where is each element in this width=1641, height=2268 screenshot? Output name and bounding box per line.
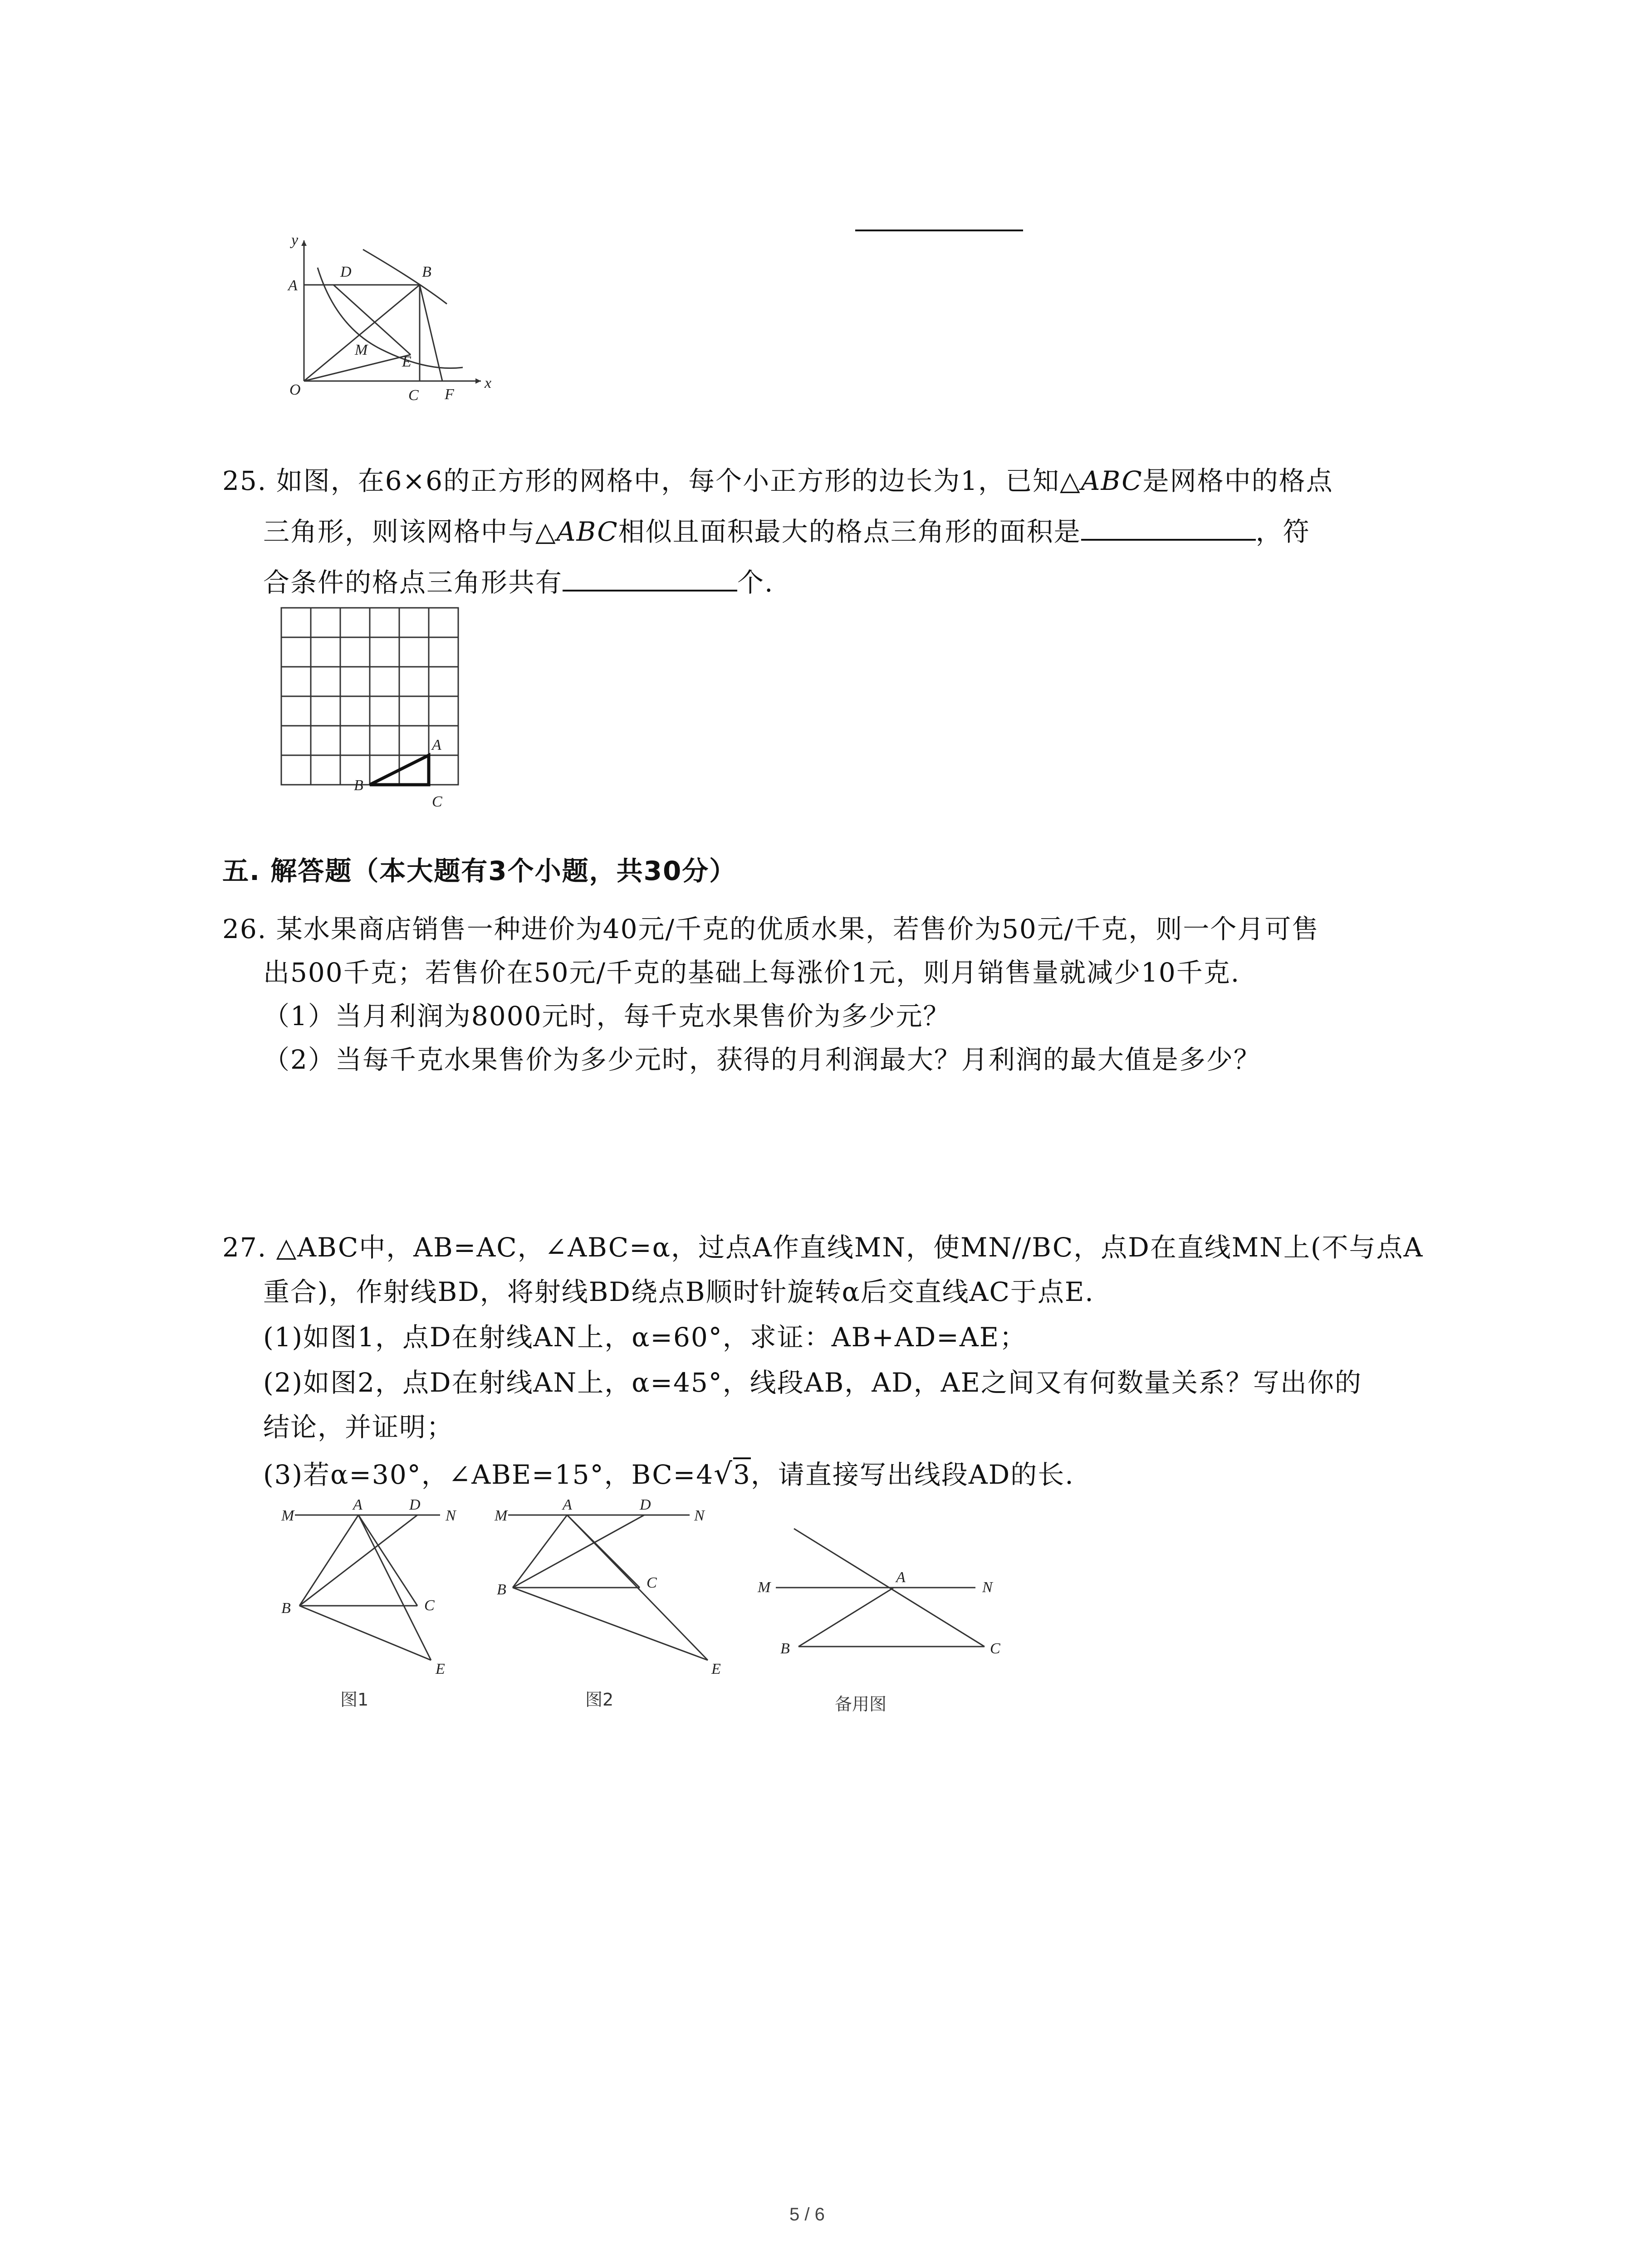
svg-text:C: C: [990, 1640, 1000, 1657]
svg-text:A: A: [563, 1497, 572, 1513]
figure1: [295, 1515, 440, 1660]
svg-text:C: C: [647, 1574, 657, 1591]
svg-text:A: A: [896, 1569, 906, 1586]
q27-line2: 重合)，作射线BD，将射线BD绕点B顺时针旋转α后交直线AC于点E.: [263, 1276, 1094, 1307]
q25-number: 25.: [222, 465, 267, 496]
label-F: F: [445, 386, 454, 403]
q27-line1: 27. △ABC中，AB=AC，∠ABC=α，过点A作直线MN，使MN//BC，点D在直线MN上(不与点A: [222, 1232, 1424, 1263]
svg-text:B: B: [497, 1581, 506, 1598]
svg-text:D: D: [640, 1497, 651, 1513]
fig1-caption: 图1: [340, 1690, 369, 1710]
q25-line2: 三角形，则该网格中与△ABC相似且面积最大的格点三角形的面积是 ，符: [263, 504, 1310, 559]
answer-blank-24[interactable]: [855, 230, 1023, 231]
svg-text:M: M: [758, 1579, 771, 1596]
svg-text:M: M: [281, 1507, 294, 1524]
backup-figure: [776, 1529, 985, 1647]
q27-sub1: (1)如图1，点D在射线AN上，α=60°，求证：AB+AD=AE；: [263, 1322, 1027, 1353]
q25-line3: 合条件的格点三角形共有 个.: [263, 555, 774, 610]
answer-blank-25b[interactable]: [563, 562, 737, 591]
label-x: x: [485, 375, 492, 391]
figures-q27: [268, 1497, 1039, 1733]
svg-text:A: A: [353, 1497, 362, 1513]
section-5-title: 五. 解答题（本大题有3个小题，共30分）: [222, 855, 737, 886]
label-O: O: [289, 381, 301, 398]
page-number: 5 / 6: [789, 2204, 825, 2224]
q27-number: 27.: [222, 1232, 267, 1263]
svg-text:N: N: [982, 1579, 993, 1596]
label-y: y: [291, 232, 299, 249]
q26-sub2: （2）当每千克水果售价为多少元时，获得的月利润最大？月利润的最大值是多少？: [263, 1044, 1261, 1075]
svg-text:B: B: [281, 1600, 291, 1617]
label-B: B: [422, 264, 431, 280]
label-D: D: [340, 264, 352, 280]
grid-figure-q25: [272, 603, 476, 812]
q26-number: 26.: [222, 914, 267, 944]
figure2: [508, 1515, 708, 1660]
label-M: M: [355, 342, 368, 358]
q27-sub3: (3)若α=30°，∠ABE=15°，BC=4√3，请直接写出线段AD的长.: [263, 1457, 1074, 1491]
svg-text:E: E: [436, 1661, 445, 1677]
label-E: E: [402, 353, 411, 370]
fig3-caption: 备用图: [835, 1694, 887, 1714]
svg-text:B: B: [780, 1640, 790, 1657]
answer-blank-25a[interactable]: [1081, 512, 1256, 541]
label-B: B: [354, 777, 363, 794]
q27-sub2b: 结论，并证明；: [263, 1412, 454, 1442]
svg-text:D: D: [409, 1497, 421, 1513]
svg-text:N: N: [446, 1507, 456, 1524]
label-A: A: [288, 277, 298, 294]
q26-sub1: （1）当月利润为8000元时，每千克水果售价为多少元？: [263, 1001, 950, 1031]
q26-line1: 26. 某水果商店销售一种进价为40元/千克的优质水果，若售价为50元/千克，则一个月可售: [222, 914, 1319, 944]
q25-line1: 25. 如图，在6×6的正方形的网格中，每个小正方形的边长为1，已知△ABC是网格中的格点: [222, 465, 1333, 496]
figure-q24: [268, 231, 504, 404]
svg-text:E: E: [711, 1661, 721, 1677]
sqrt-symbol: √: [714, 1457, 733, 1491]
q27-sub2: (2)如图2，点D在射线AN上，α=45°，线段AB，AD，AE之间又有何数量关系？写出你的: [263, 1367, 1362, 1398]
svg-text:N: N: [694, 1507, 705, 1524]
svg-text:M: M: [495, 1507, 508, 1524]
label-C: C: [432, 793, 442, 810]
q26-line2: 出500千克；若售价在50元/千克的基础上每涨价1元，则月销售量就减少10千克.: [263, 957, 1240, 988]
fig2-caption: 图2: [585, 1690, 614, 1710]
label-A: A: [432, 737, 441, 753]
svg-text:C: C: [424, 1597, 435, 1614]
label-C: C: [408, 387, 419, 404]
